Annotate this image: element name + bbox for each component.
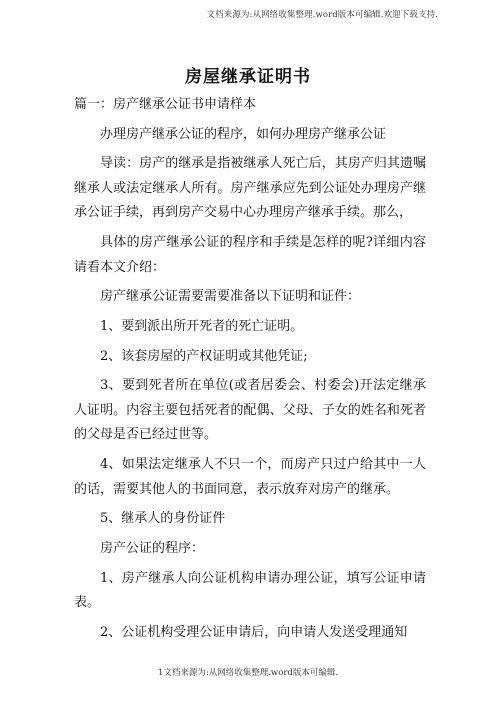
header-source-note: 文档来源为:从网络收集整理.word版本可编辑.欢迎下载支持. — [206, 10, 438, 20]
document-body — [74, 93, 426, 650]
list-item: 3、要到死者所在单位(或者居委会、村委会)开法定继承人证明。内容主要包括死者的配偶、父母、子女的姓名和死者的父母是否已经过世等。 — [74, 378, 426, 443]
list-item: 2、公证机构受理公证申请后，向申请人发送受理通知 — [100, 624, 408, 640]
paragraph: 具体的房产继承公证的程序和手续是怎样的呢?详细内容请看本文介绍： — [74, 235, 426, 275]
list-item: 2、该套房屋的产权证明或其他凭证; — [100, 348, 308, 364]
document-title: 房屋继承证明书 — [185, 67, 311, 87]
paragraph: 办理房产继承公证的程序，如何办理房产继承公证 — [100, 126, 387, 142]
paragraph: 房产公证的程序： — [100, 540, 205, 556]
list-item: 1、房产继承人向公证机构申请办理公证，填写公证申请表。 — [74, 570, 426, 611]
list-item: 4、如果法定继承人不只一个，而房产只过户给其中一人的话，需要其他人的书面同意，表示放弃对房产的继承。 — [74, 457, 426, 497]
paragraph: 导读：房产的继承是指被继承人死亡后，其房产归其遗嘱继承人或法定继承人所有。房产继承应先到公证处办理房产继承公证手续，再到房产交易中心办理房产继承手续。那么， — [74, 156, 426, 221]
section-heading: 篇一：房产继承公证书申请样本 — [74, 97, 257, 112]
paragraph: 房产继承公证需要需要准备以下证明和证件： — [100, 289, 361, 305]
list-item: 1、要到派出所开死者的死亡证明。 — [100, 318, 304, 334]
list-item: 5、继承人的身份证件 — [100, 511, 226, 527]
footer-source-note: 1文档来源为:从网络收集整理.word版本可编辑. — [157, 668, 339, 678]
